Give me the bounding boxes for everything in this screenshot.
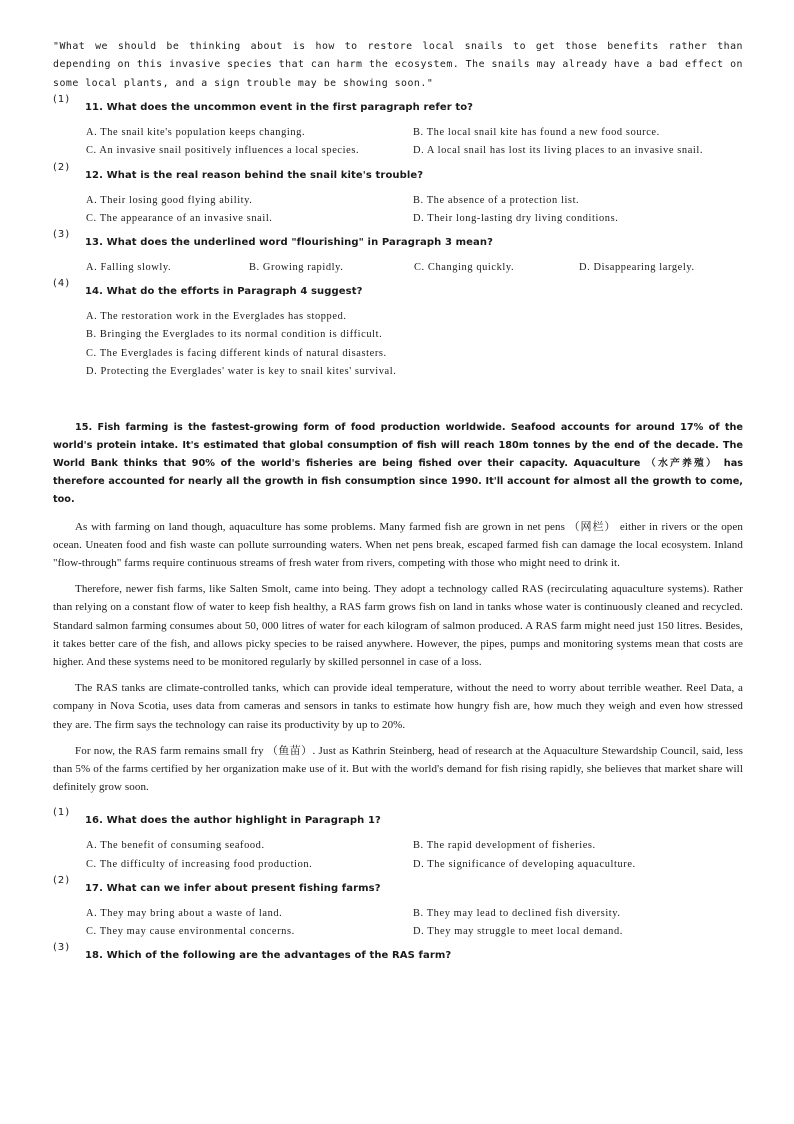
passage-15-paragraph-4: The RAS tanks are climate-controlled tanks, which can provide ideal temperature, without the need to worry about terrible weather. Reel Data, a company in Nova Scotia, uses data from cameras and sensors in tanks to estimate how hungry fish are, how much they weigh and even how stressed they are. The firm says the technology can raise its productivity by up to 20%. (53, 682, 743, 731)
option-b[interactable]: B. Growing rapidly. (249, 262, 344, 274)
option-b[interactable]: B. The rapid development of fisheries. (413, 840, 596, 852)
exam-page (53, 38, 743, 968)
question-16 (53, 807, 743, 833)
question-number: (4) (53, 278, 71, 290)
question-text: 18. Which of the following are the advantages of the RAS farm? (85, 950, 452, 962)
option-d[interactable]: D. Their long-lasting dry living conditions. (413, 212, 619, 224)
option-d[interactable]: D. A local snail has lost its living places to an invasive snail. (413, 145, 704, 157)
option-a[interactable]: A. Their losing good flying ability. (86, 194, 253, 206)
question-number: (3) (53, 942, 71, 954)
question-18 (53, 942, 743, 968)
option-c[interactable]: C. The appearance of an invasive snail. (86, 212, 273, 224)
question-number: (2) (53, 161, 71, 173)
option-c[interactable]: C. An invasive snail positively influences a local species. (86, 145, 360, 157)
question-text: 13. What does the underlined word "flourishing" in Paragraph 3 mean? (85, 237, 493, 249)
options-16 (86, 837, 743, 873)
question-text: 11. What does the uncommon event in the first paragraph refer to? (85, 102, 474, 114)
option-b[interactable]: B. The absence of a protection list. (413, 194, 580, 206)
options-12 (86, 192, 743, 228)
options-14 (86, 308, 743, 381)
question-13 (53, 229, 743, 255)
question-text: 16. What does the author highlight in Paragraph 1? (85, 815, 381, 827)
option-c[interactable]: C. The difficulty of increasing food production. (86, 858, 313, 870)
option-b[interactable]: B. They may lead to declined fish diversity. (413, 907, 621, 919)
option-d[interactable]: D. The significance of developing aquaculture. (413, 858, 636, 870)
question-14 (53, 278, 743, 304)
question-number: (1) (53, 807, 71, 819)
question-12 (53, 161, 743, 188)
passage-15-first-paragraph: 15. Fish farming is the fastest-growing form of food production worldwide. Seafood accounts for around 17% of the world's protein intake. It's estimated that global consumption of fish will reach 180m tonnes by the end of the decade. The World Bank thinks that 90% of the world's fisheries are being fished over their capacity. Aquaculture （水产养殖） has therefore accounted for nearly all the growth in fish consumption since 1990. It'll account for almost all the growth to come, too. (53, 422, 743, 506)
option-a[interactable]: A. The benefit of consuming seafood. (86, 840, 265, 852)
options-17 (86, 905, 743, 941)
options-11 (86, 124, 743, 160)
question-text: 17. What can we infer about present fishing farms? (85, 882, 381, 894)
question-number: (1) (53, 94, 71, 106)
option-d[interactable]: D. Protecting the Everglades' water is key to snail kites' survival. (86, 365, 397, 377)
passage-15-paragraph-2: As with farming on land though, aquaculture has some problems. Many farmed fish are grown in net pens （网栏） either in rivers or the open ocean. Uneaten food and fish waste can pollute surrounding waters. When net pens break, escaped farmed fish can damage the local ecosystem. Inland "flow-through" farms require continuous streams of fresh water from rivers, competing with those who might need to drink it. (53, 520, 743, 569)
option-b[interactable]: B. The local snail kite has found a new food source. (413, 127, 660, 139)
question-number: (3) (53, 229, 71, 241)
question-11 (53, 94, 743, 120)
option-a[interactable]: A. The snail kite's population keeps changing. (86, 127, 306, 139)
question-17 (53, 874, 743, 901)
passage-15-paragraph-3: Therefore, newer fish farms, like Salten Smolt, came into being. They adopt a technology called RAS (recirculating aquaculture systems). Rather than relying on a constant flow of water to keep fish healthy, a RAS farm grows fish on land in tanks whose water is continuously cleaned and recycled. Standard salmon farming consumes about 50, 000 litres of water for each kilogram of salmon produced. A RAS farm might need just 150 litres. Besides, it takes better care of the fish, and allows picky species to be raised anywhere. However, the pipes, pumps and monitoring systems mean that costs are higher. And these systems need to be monitored regularly by skilled personnel in case of a loss. (53, 583, 743, 668)
option-d[interactable]: D. Disappearing largely. (579, 262, 695, 274)
option-c[interactable]: C. Changing quickly. (414, 262, 515, 274)
question-text: 14. What do the efforts in Paragraph 4 suggest? (85, 286, 363, 298)
option-c[interactable]: C. They may cause environmental concerns. (86, 925, 295, 937)
question-text: 12. What is the real reason behind the snail kite's trouble? (85, 169, 424, 181)
question-number: (2) (53, 874, 71, 886)
option-c[interactable]: C. The Everglades is facing different kinds of natural disasters. (86, 347, 387, 359)
option-b[interactable]: B. Bringing the Everglades to its normal condition is difficult. (86, 329, 383, 341)
option-a[interactable]: A. The restoration work in the Everglades has stopped. (86, 311, 347, 323)
options-13 (86, 259, 743, 277)
option-a[interactable]: A. They may bring about a waste of land. (86, 907, 283, 919)
option-d[interactable]: D. They may struggle to meet local demand. (413, 925, 623, 937)
intro-quote: "What we should be thinking about is how to restore local snails to get those benefits rather than depending on this invasive species that can harm the ecosystem. The snails may already have a bad effect on some local plants, and a sign trouble may be showing soon." (53, 41, 743, 89)
option-a[interactable]: A. Falling slowly. (86, 262, 172, 274)
passage-15-paragraph-5: For now, the RAS farm remains small fry （鱼苗）. Just as Kathrin Steinberg, head of research at the Aquaculture Stewardship Council, said, less than 5% of the farms certified by her organization make use of it. But with the world's demand for fish rising rapidly, she believes that market share will definitely grow soon. (53, 744, 743, 794)
